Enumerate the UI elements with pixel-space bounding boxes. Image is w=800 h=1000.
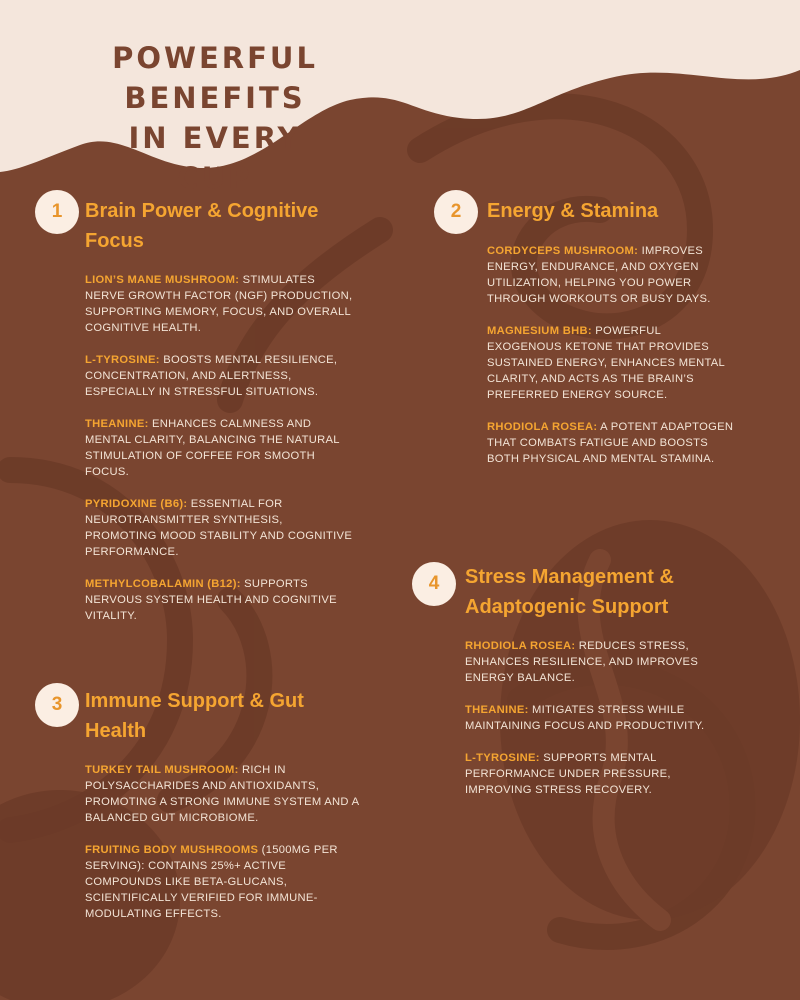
benefit-item: [465, 638, 730, 686]
section-title: Brain Power & Cognitive Focus: [85, 200, 319, 252]
ingredient-description: BOOSTS MENTAL RESILIENCE, CONCENTRATION, AND ALERTNESS, ESPECIALLY IN STRESSFUL SITUATIONS.: [85, 354, 338, 398]
section-number-badge: 4: [412, 562, 456, 606]
ingredient-name: LION’S MANE MUSHROOM:: [85, 274, 240, 286]
benefit-item: [85, 416, 355, 480]
benefit-item: [85, 576, 355, 624]
benefit-item: [85, 272, 355, 336]
ingredient-description: SUPPORTS MENTAL PERFORMANCE UNDER PRESSURE, IMPROVING STRESS RECOVERY.: [465, 752, 671, 796]
benefit-list: [85, 272, 355, 640]
benefit-item: [85, 842, 360, 922]
ingredient-description: ESSENTIAL FOR NEUROTRANSMITTER SYNTHESIS, PROMOTING MOOD STABILITY AND COGNITIVE PERFORMANCE.: [85, 498, 353, 558]
benefit-item: [487, 323, 737, 403]
ingredient-name: RHODIOLA ROSEA:: [465, 640, 576, 652]
benefit-list: [487, 243, 737, 483]
section-number-badge: 1: [35, 190, 79, 234]
ingredient-name: CORDYCEPS MUSHROOM:: [487, 245, 639, 257]
benefit-item: [85, 762, 360, 826]
section-number-badge: 3: [35, 683, 79, 727]
benefit-list: [85, 762, 360, 938]
ingredient-name: L-TYROSINE:: [85, 354, 160, 366]
section-title: Stress Management & Adaptogenic Support: [465, 566, 674, 618]
ingredient-name: PYRIDOXINE (B6):: [85, 498, 188, 510]
ingredient-description: SUPPORTS NERVOUS SYSTEM HEALTH AND COGNITIVE VITALITY.: [85, 578, 337, 622]
section-title: Energy & Stamina: [487, 200, 659, 222]
ingredient-name: THEANINE:: [465, 704, 529, 716]
ingredient-description: A POTENT ADAPTOGEN THAT COMBATS FATIGUE AND BOOSTS BOTH PHYSICAL AND MENTAL STAMINA.: [487, 421, 734, 465]
ingredient-name: FRUITING BODY MUSHROOMS: [85, 844, 259, 856]
ingredient-name: THEANINE:: [85, 418, 149, 430]
benefit-item: [487, 419, 737, 467]
benefit-list: [465, 638, 730, 814]
ingredient-name: METHYLCOBALAMIN (B12):: [85, 578, 241, 590]
benefit-item: [85, 496, 355, 560]
ingredient-description: MITIGATES STRESS WHILE MAINTAINING FOCUS AND PRODUCTIVITY.: [465, 704, 705, 732]
ingredient-name: RHODIOLA ROSEA:: [487, 421, 598, 433]
benefit-item: [487, 243, 737, 307]
section-number-badge: 2: [434, 190, 478, 234]
ingredient-description: (1500MG PER SERVING): CONTAINS 25%+ ACTIVE COMPOUNDS LIKE BETA-GLUCANS, SCIENTIFICALLY VERIFIED FOR IMMUNE-MODULATING EFFECTS.: [85, 844, 338, 920]
ingredient-name: MAGNESIUM BHB:: [487, 325, 592, 337]
benefit-item: [465, 702, 730, 734]
ingredient-name: TURKEY TAIL MUSHROOM:: [85, 764, 239, 776]
ingredient-description: STIMULATES NERVE GROWTH FACTOR (NGF) PRODUCTION, SUPPORTING MEMORY, FOCUS, AND OVERALL COGNITIVE HEALTH.: [85, 274, 353, 334]
section-title: Immune Support & Gut Health: [85, 690, 304, 742]
ingredient-description: REDUCES STRESS, ENHANCES RESILIENCE, AND IMPROVES ENERGY BALANCE.: [465, 640, 699, 684]
ingredient-description: RICH IN POLYSACCHARIDES AND ANTIOXIDANTS, PROMOTING A STRONG IMMUNE SYSTEM AND A BALANCED GUT MICROBIOME.: [85, 764, 359, 824]
benefit-item: [465, 750, 730, 798]
ingredient-description: POWERFUL EXOGENOUS KETONE THAT PROVIDES SUSTAINED ENERGY, ENHANCES MENTAL CLARITY, AND ACTS AS THE BRAIN’S PREFERRED ENERGY SOURCE.: [487, 325, 725, 401]
page-title: [30, 38, 400, 198]
ingredient-name: L-TYROSINE:: [465, 752, 540, 764]
benefit-item: [85, 352, 355, 400]
title-line-3: CUP: [177, 161, 253, 195]
ingredient-description: ENHANCES CALMNESS AND MENTAL CLARITY, BALANCING THE NATURAL STIMULATION OF COFFEE FOR SMOOTH FOCUS.: [85, 418, 340, 478]
title-line-2: IN EVERY: [128, 121, 302, 155]
title-line-1: POWERFUL BENEFITS: [112, 41, 318, 115]
ingredient-description: IMPROVES ENERGY, ENDURANCE, AND OXYGEN UTILIZATION, HELPING YOU POWER THROUGH WORKOUTS OR BUSY DAYS.: [487, 245, 711, 305]
